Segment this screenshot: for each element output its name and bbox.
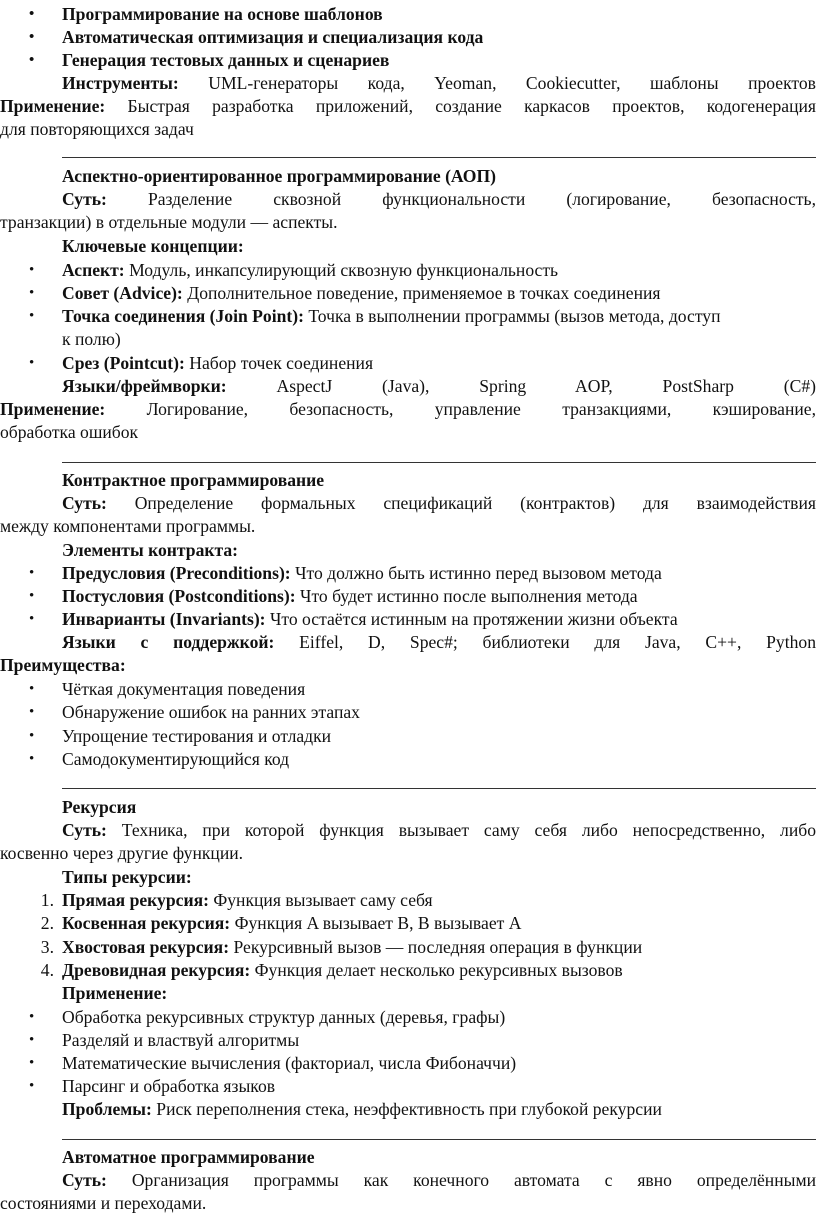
problems-line: Проблемы: Риск переполнения стека, неэффективность при глубокой рекурсии [62,1099,662,1119]
list-item: • Точка соединения (Join Point): Точка в выполнении программы (вызов метода, доступ [62,305,816,329]
list-item: • Математические вычисления (факториал, числа Фибоначчи) [62,1052,816,1076]
list-item-cont: к полю) [62,329,121,349]
list-item: • Обработка рекурсивных структур данных (деревья, графы) [62,1006,816,1030]
list-item: • Аспект: Модуль, инкапсулирующий сквозную функциональность [62,259,816,283]
list-item: • Инварианты (Invariants): Что остаётся истинным на протяжении жизни объекта [62,608,816,632]
list-item: • Чёткая документация поведения [62,678,816,702]
usage-label: Применение: [62,983,168,1003]
langs-line: Языки с поддержкой: Eiffel, D, Spec#; библиотеки для Java, C++, Python [62,632,816,652]
section-divider [62,1139,816,1140]
section-title: Аспектно-ориентированное программирование (АОП) [62,166,496,186]
advantages-label: Преимущества: [0,655,126,675]
list-item: • Самодокументирующийся код [62,748,816,772]
usage-line: Применение: Быстрая разработка приложений, создание каркасов проектов, кодогенерация [0,96,816,116]
numbered-item: 4. Древовидная рекурсия: Функция делает несколько рекурсивных вызовов [40,960,623,980]
concepts-label: Ключевые концепции: [62,236,244,256]
section-title: Автоматное программирование [62,1147,315,1167]
section-title: Контрактное программирование [62,470,325,490]
numbered-item: 3. Хвостовая рекурсия: Рекурсивный вызов — последняя операция в функции [40,937,643,957]
essence-line: Суть: Техника, при которой функция вызывает саму себя либо непосредственно, либо [62,820,816,840]
essence-line-cont: между компонентами программы. [0,516,256,536]
usage-line-cont: обработка ошибок [0,422,139,442]
section-divider [62,788,816,789]
list-item: • Генерация тестовых данных и сценариев [62,49,816,73]
essence-line: Суть: Разделение сквозной функциональности (логирование, безопасность, [62,189,816,209]
essence-line-cont: состояниями и переходами. [0,1193,207,1213]
list-item: • Автоматическая оптимизация и специализация кода [62,26,816,50]
langs-line: Языки/фреймворки: AspectJ (Java), Spring AOP, PostSharp (C#) [62,376,816,396]
essence-line-cont: транзакции) в отдельные модули — аспекты. [0,212,338,232]
list-item: • Совет (Advice): Дополнительное поведение, применяемое в точках соединения [62,282,816,306]
types-label: Типы рекурсии: [62,867,192,887]
section-divider [62,157,816,158]
tools-line: Инструменты: UML-генераторы кода, Yeoman, Cookiecutter, шаблоны проектов [62,73,816,93]
essence-line: Суть: Определение формальных спецификаций (контрактов) для взаимодействия [62,493,816,513]
numbered-item: 1. Прямая рекурсия: Функция вызывает саму себя [40,890,433,910]
numbered-item: 2. Косвенная рекурсия: Функция A вызывает B, B вызывает A [40,913,522,933]
list-item: • Парсинг и обработка языков [62,1075,816,1099]
elements-label: Элементы контракта: [62,540,239,560]
list-item: • Срез (Pointcut): Набор точек соединения [62,352,816,376]
list-item: • Обнаружение ошибок на ранних этапах [62,701,816,725]
section-title: Рекурсия [62,797,137,817]
list-item: • Программирование на основе шаблонов [62,3,816,27]
essence-line-cont: косвенно через другие функции. [0,843,244,863]
list-item: • Постусловия (Postconditions): Что будет истинно после выполнения метода [62,585,816,609]
usage-line-cont: для повторяющихся задач [0,119,194,139]
list-item: • Упрощение тестирования и отладки [62,725,816,749]
essence-line: Суть: Организация программы как конечного автомата с явно определёнными [62,1170,816,1190]
usage-line: Применение: Логирование, безопасность, управление транзакциями, кэширование, [0,399,816,419]
list-item: • Разделяй и властвуй алгоритмы [62,1029,816,1053]
list-item: • Предусловия (Preconditions): Что должно быть истинно перед вызовом метода [62,562,816,586]
section-divider [62,462,816,463]
